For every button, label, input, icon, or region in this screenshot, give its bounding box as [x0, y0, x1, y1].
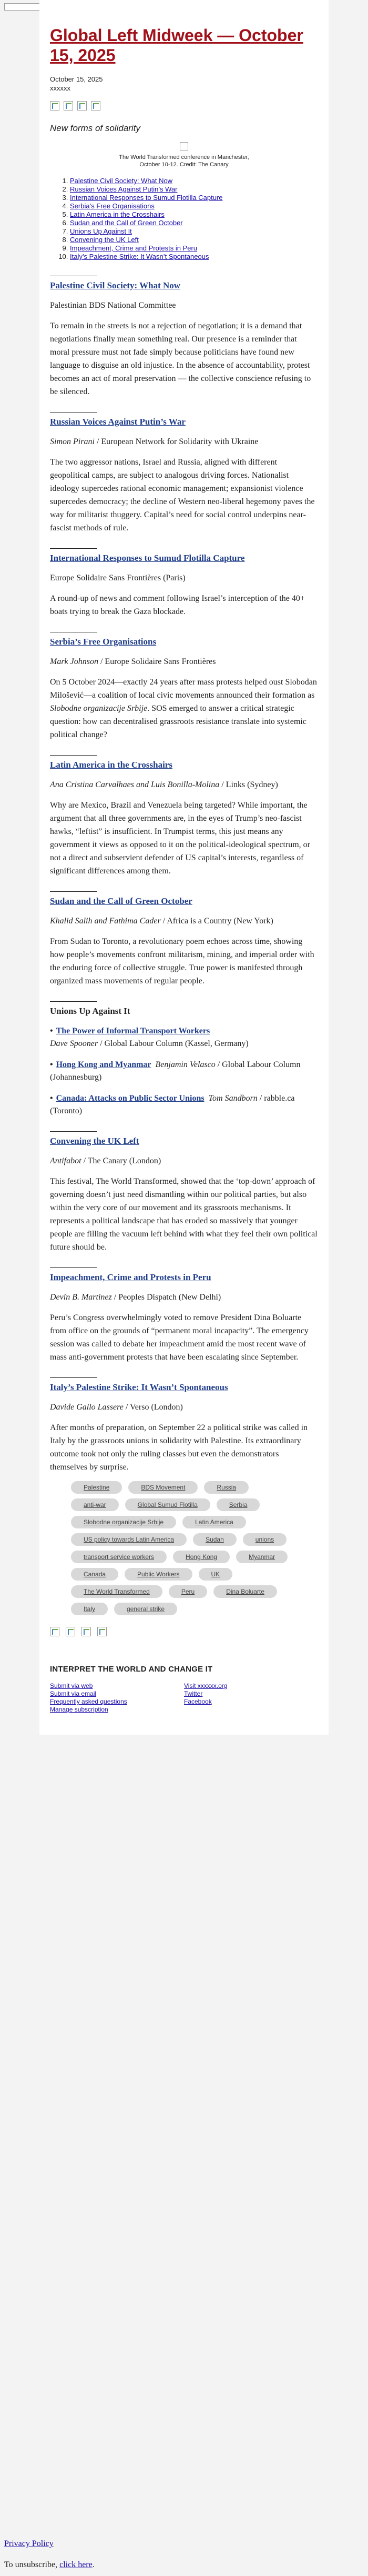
- tag[interactable]: Canada: [71, 1568, 118, 1581]
- byline: [50, 1155, 318, 1168]
- facebook-icon[interactable]: [50, 101, 59, 110]
- source: / Europe Solidaire Sans Frontières: [98, 657, 216, 666]
- source: / Peoples Dispatch (New Delhi): [111, 1293, 221, 1302]
- article-summary: A round-up of news and comment following Israel’s interception of the 40+ boats trying to break the Gaza blockade.: [50, 594, 305, 616]
- tag[interactable]: general strike: [114, 1603, 177, 1615]
- bullet: •: [50, 1027, 53, 1035]
- union-item: [50, 1059, 318, 1084]
- article-summary: Peru’s Congress overwhelmingly voted to remove President Dina Boluarte from office on the grounds of “permanent moral incapacity”. The emergency session was called to debate her impeachment amid the most recent wave of mass anti-government protests that have been escalating since September.: [50, 1313, 309, 1362]
- article-link[interactable]: The Power of Informal Transport Workers: [56, 1027, 210, 1035]
- article-link[interactable]: Serbia’s Free Organisations: [50, 637, 157, 647]
- article-link[interactable]: Russian Voices Against Putin’s War: [50, 417, 186, 427]
- tag[interactable]: Global Sumud Flotilla: [125, 1498, 210, 1511]
- byline: [50, 1401, 318, 1414]
- section-divider: [50, 1267, 97, 1268]
- article-summary: [50, 676, 318, 741]
- toc-item: [70, 227, 318, 236]
- union-item: [50, 1092, 318, 1118]
- article-summary: After months of preparation, on September 22 a political strike was called in Italy by the grassroots unions in solidarity with Palestine. Its extraordinary outcome took not only the ruling classes but even the demonstrators themselves by surprise.: [50, 1423, 308, 1472]
- issue-code: xxxxxx: [50, 84, 70, 92]
- article-link[interactable]: International Responses to Sumud Flotilla Capture: [50, 553, 245, 563]
- toc-link[interactable]: Italy’s Palestine Strike: It Wasn’t Spontaneous: [70, 253, 209, 260]
- section-title-palestine: [50, 279, 318, 292]
- tag[interactable]: Hong Kong: [173, 1551, 230, 1563]
- section-title-uk: [50, 1135, 318, 1148]
- toc-link[interactable]: International Responses to Sumud Flotilla Capture: [70, 194, 223, 202]
- author: Simon Pirani: [50, 437, 95, 446]
- source: / Global Labour Column (Johannesburg): [50, 1060, 301, 1082]
- toc-item: [70, 219, 318, 227]
- summary-italic: Slobodne organizacije Srbije: [50, 704, 148, 713]
- toc-item: [70, 236, 318, 244]
- figure-caption-line-2: October 10-12. Credit: The Canary: [139, 162, 229, 168]
- section-title-sudan: [50, 895, 318, 908]
- article-link[interactable]: Palestine Civil Society: What Now: [50, 280, 181, 290]
- toc-link[interactable]: Impeachment, Crime and Protests in Peru: [70, 244, 198, 252]
- footer-social-bar: [50, 1627, 318, 1636]
- section-title-unions: Unions Up Against It: [50, 1006, 130, 1016]
- toc-link[interactable]: Palestine Civil Society: What Now: [70, 177, 173, 185]
- author: Dave Spooner: [50, 1039, 98, 1048]
- page-title: [50, 25, 318, 65]
- section-title-serbia: [50, 636, 318, 648]
- byline: [50, 656, 318, 668]
- toc-item: [70, 177, 318, 185]
- section-title-italy: [50, 1381, 318, 1394]
- tag[interactable]: Slobodne organizacije Srbije: [71, 1516, 176, 1528]
- author: Antifabot: [50, 1156, 81, 1165]
- union-item: [50, 1025, 318, 1050]
- footer-right-column: [184, 1682, 318, 1714]
- share-icon[interactable]: [97, 1627, 107, 1636]
- tag[interactable]: Myanmar: [236, 1551, 288, 1563]
- toc-link[interactable]: Latin America in the Crosshairs: [70, 210, 165, 218]
- tag[interactable]: Serbia: [217, 1498, 260, 1511]
- privacy-policy-link[interactable]: Privacy Policy: [4, 2539, 54, 2548]
- manage-subscription-link[interactable]: Manage subscription: [50, 1706, 108, 1713]
- twitter-icon[interactable]: [64, 101, 73, 110]
- tag[interactable]: unions: [243, 1533, 287, 1546]
- bullet: •: [50, 1060, 53, 1069]
- section-title-russia: [50, 416, 318, 428]
- article-link[interactable]: Impeachment, Crime and Protests in Peru: [50, 1272, 211, 1282]
- tag[interactable]: Russia: [204, 1481, 249, 1494]
- author: Benjamin Velasco: [155, 1060, 216, 1069]
- article-link[interactable]: Convening the UK Left: [50, 1136, 139, 1146]
- byline: [50, 915, 318, 928]
- author: Mark Johnson: [50, 657, 98, 666]
- toc-link[interactable]: Serbia’s Free Organisations: [70, 202, 155, 210]
- section-title-latam: [50, 759, 318, 771]
- article-summary: From Sudan to Toronto, a revolutionary poem echoes across time, showing how people’s movements confront militarism, mining, and imperial order with the enduring force of collective struggle. True power is manifested through organized mass movements of regular people.: [50, 937, 314, 985]
- author: Khalid Salih and Fathima Cader: [50, 917, 161, 925]
- title-link[interactable]: Global Left Midweek — October 15, 2025: [50, 26, 303, 65]
- article-summary: This festival, The World Transformed, showed that the ‘top-down’ approach of governing doesn’t just need dismantling within our political parties, but also within the very core of our movement and its grassroots mechanisms. It represents a political landscape that has eroded so massively that younger people are filling the vacuum left behind with what they feel their own political future should be.: [50, 1177, 318, 1252]
- source: / The Canary (London): [81, 1156, 161, 1165]
- section-divider: [50, 1131, 97, 1132]
- twitter-link[interactable]: Twitter: [184, 1690, 203, 1697]
- unsubscribe-row: [4, 2560, 95, 2570]
- author: Devin B. Martinez: [50, 1293, 112, 1302]
- byline: Europe Solidaire Sans Frontières (Paris): [50, 573, 186, 582]
- unsubscribe-link[interactable]: click here: [59, 2560, 93, 2569]
- toc-item: [70, 253, 318, 261]
- article-summary: The two aggressor nations, Israel and Russia, aligned with different geopolitical camps, are subject to analogous driving forces. Nationalist ideology supercedes rational economic management; expansionist violence supercedes democracy; the decline of Western neo-liberal hegemony paves the way for militarist thuggery. Capital’s need for social control underpins near-fascist methods of rule.: [50, 458, 315, 532]
- facebook-icon[interactable]: [50, 1627, 59, 1636]
- visit-site-link[interactable]: Visit xxxxxx.org: [184, 1682, 228, 1689]
- newsletter-card: [39, 0, 329, 1735]
- article-summary: Why are Mexico, Brazil and Venezuela being targeted? While important, the argument that all three governments are, in the eyes of Trump’s neo-fascist hawks, “leftist” is insufficient. In Trumpist terms, this just means any government it views as opposed to it on the political-ideological spectrum, or not a direct and subservient defender of US capital’s interests, regardless of significant differences among them.: [50, 801, 310, 876]
- source: / rabble.ca (Toronto): [50, 1094, 295, 1115]
- toc-link[interactable]: Unions Up Against It: [70, 227, 132, 235]
- toc-item: [70, 202, 318, 210]
- unsubscribe-suffix: .: [92, 2560, 95, 2569]
- footer-links: [50, 1682, 318, 1735]
- article-link[interactable]: Sudan and the Call of Green October: [50, 896, 192, 906]
- toc-item: [70, 194, 318, 202]
- tag[interactable]: Public Workers: [125, 1568, 192, 1581]
- submit-email-link[interactable]: Submit via email: [50, 1690, 97, 1697]
- tag[interactable]: transport service workers: [71, 1551, 167, 1563]
- source: / Links (Sydney): [219, 780, 278, 789]
- tag[interactable]: The World Transformed: [71, 1585, 162, 1598]
- privacy-row: [4, 2539, 54, 2549]
- byline: [50, 1291, 318, 1304]
- footer-left-column: [50, 1682, 184, 1714]
- toc-item: [70, 210, 318, 219]
- toc-link[interactable]: Convening the UK Left: [70, 236, 139, 244]
- tag[interactable]: anti-war: [71, 1498, 119, 1511]
- byline: [50, 436, 318, 448]
- tag[interactable]: Italy: [71, 1603, 108, 1615]
- source: / Africa is a Country (New York): [160, 917, 273, 925]
- article-link[interactable]: Italy’s Palestine Strike: It Wasn’t Spontaneous: [50, 1382, 228, 1392]
- issue-date: October 15, 2025: [50, 75, 103, 83]
- author: Tom Sandborn: [208, 1094, 258, 1103]
- email-icon[interactable]: [81, 1627, 91, 1636]
- source: / Global Labour Column (Kassel, Germany): [98, 1039, 249, 1048]
- byline: Palestinian BDS National Committee: [50, 301, 176, 310]
- facebook-link[interactable]: Facebook: [184, 1698, 212, 1705]
- tag[interactable]: Palestine: [71, 1481, 122, 1494]
- tag[interactable]: BDS Movement: [128, 1481, 198, 1494]
- article-summary: To remain in the streets is not a rejection of negotiation; it is a demand that negotiations finally mean something real. Our presence is a reminder that moral pressure must not fade simply because politicians have found new language to disguise an old injustice. In the absence of accountability, protest becomes an act of moral preservation — the collective conscience refusing to be silenced.: [50, 321, 311, 396]
- tag[interactable]: Peru: [169, 1585, 207, 1598]
- issue-subtitle: New forms of solidarity: [50, 123, 140, 133]
- email-icon[interactable]: [77, 101, 87, 110]
- conference-photo: [180, 142, 188, 150]
- summary-part: On 5 October 2024—exactly 24 years after mass protests helped oust Slobodan Milošević—a coalition of local civic movements announced their formation as: [50, 678, 317, 700]
- footer-heading: INTERPRET THE WORLD AND CHANGE IT: [50, 1665, 213, 1674]
- toc-link[interactable]: Sudan and the Call of Green October: [70, 219, 183, 227]
- bullet: •: [50, 1094, 53, 1103]
- submit-web-link[interactable]: Submit via web: [50, 1682, 93, 1689]
- summary-part: . SOS emerged to answer a critical strategic question: how can decentralised grassroots resistance translate into systemic political change?: [50, 704, 306, 739]
- tag[interactable]: UK: [199, 1568, 233, 1581]
- source: / Verso (London): [123, 1403, 183, 1412]
- byline: [50, 779, 318, 791]
- source: / European Network for Solidarity with Ukraine: [94, 437, 259, 446]
- tag-list: [50, 1481, 302, 1615]
- article-link[interactable]: Canada: Attacks on Public Sector Unions: [56, 1094, 205, 1103]
- toc-item: [70, 244, 318, 253]
- author: Ana Cristina Carvalhaes and Luis Bonilla-Molina: [50, 780, 220, 789]
- share-icon[interactable]: [91, 101, 100, 110]
- article-link[interactable]: Latin America in the Crosshairs: [50, 760, 172, 770]
- faq-link[interactable]: Frequently asked questions: [50, 1698, 127, 1705]
- toc-item: [70, 185, 318, 194]
- header-social-bar: [50, 101, 318, 110]
- table-of-contents: [50, 177, 318, 261]
- article-link[interactable]: Hong Kong and Myanmar: [56, 1060, 151, 1069]
- author: Davide Gallo Lassere: [50, 1403, 124, 1412]
- figure-caption-line-1: The World Transformed conference in Manchester,: [119, 154, 249, 160]
- twitter-icon[interactable]: [66, 1627, 75, 1636]
- section-divider: [50, 891, 97, 892]
- tag[interactable]: US policy towards Latin America: [71, 1533, 187, 1546]
- section-title-peru: [50, 1271, 318, 1284]
- section-divider: [50, 1001, 97, 1002]
- tag[interactable]: Sudan: [193, 1533, 237, 1546]
- section-divider: [50, 1377, 97, 1378]
- section-divider: [50, 548, 97, 549]
- tag[interactable]: Dina Boluarte: [213, 1585, 277, 1598]
- toc-link[interactable]: Russian Voices Against Putin’s War: [70, 185, 178, 193]
- section-divider: [50, 755, 97, 756]
- header-figure: [50, 142, 318, 168]
- section-title-flotilla: [50, 552, 318, 565]
- tag[interactable]: Latin America: [182, 1516, 246, 1528]
- unsubscribe-text: To unsubscribe,: [4, 2560, 60, 2569]
